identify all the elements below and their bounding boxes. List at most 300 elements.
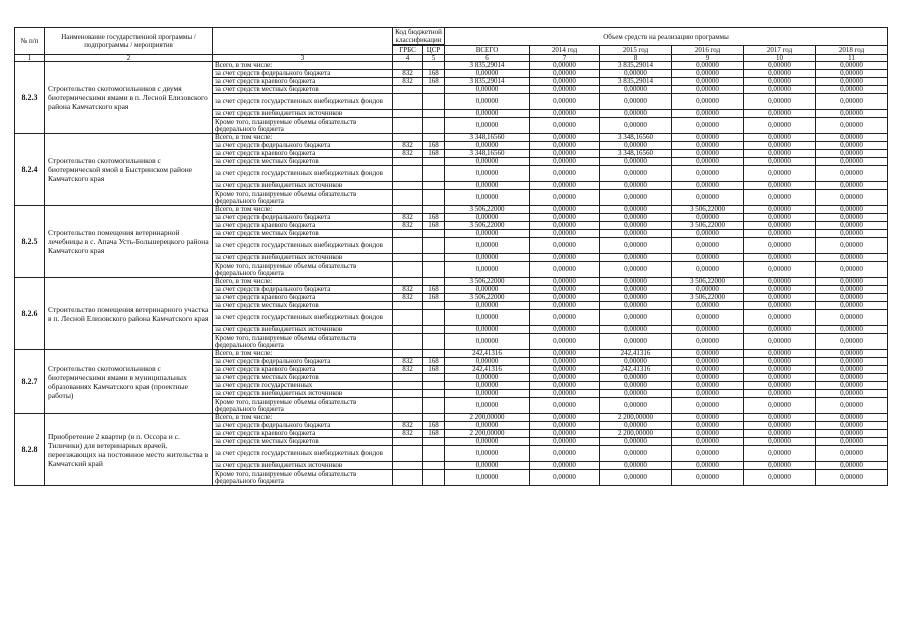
funding-source-label: за счет средств краевого бюджета (213, 222, 393, 230)
amount-2014: 0,00000 (530, 414, 600, 422)
csr-code (423, 310, 445, 326)
amount-2014: 0,00000 (530, 150, 600, 158)
grbs-code: 832 (393, 70, 423, 78)
amount-2018: 0,00000 (816, 110, 888, 118)
amount-2016: 0,00000 (672, 150, 744, 158)
amount-2018: 0,00000 (816, 230, 888, 238)
amount-2018: 0,00000 (816, 326, 888, 334)
header-col3 (213, 28, 393, 55)
amount-2017: 0,00000 (744, 94, 816, 110)
amount-2015: 0,00000 (600, 230, 672, 238)
grbs-code (393, 414, 423, 422)
amount-total: 0,00000 (445, 142, 530, 150)
amount-2017: 0,00000 (744, 222, 816, 230)
index-cell: 7 (530, 55, 600, 62)
funding-source-label: за счет средств краевого бюджета (213, 430, 393, 438)
amount-total: 0,00000 (445, 166, 530, 182)
amount-2018: 0,00000 (816, 374, 888, 382)
funding-source-label: за счет средств местных бюджетов (213, 302, 393, 310)
amount-2015: 0,00000 (600, 374, 672, 382)
amount-2014: 0,00000 (530, 374, 600, 382)
amount-total: 242,41316 (445, 366, 530, 374)
funding-source-label: за счет средств краевого бюджета (213, 78, 393, 86)
amount-2017: 0,00000 (744, 414, 816, 422)
grbs-code (393, 134, 423, 142)
header-total: ВСЕГО (445, 46, 530, 55)
amount-2014: 0,00000 (530, 382, 600, 390)
amount-total: 3 348,16560 (445, 150, 530, 158)
amount-total: 0,00000 (445, 438, 530, 446)
amount-2015: 0,00000 (600, 86, 672, 94)
column-index-row (15, 55, 888, 62)
amount-2015: 0,00000 (600, 206, 672, 214)
amount-2015: 0,00000 (600, 158, 672, 166)
amount-2017: 0,00000 (744, 470, 816, 486)
amount-2015: 0,00000 (600, 438, 672, 446)
csr-code: 168 (423, 358, 445, 366)
amount-2018: 0,00000 (816, 470, 888, 486)
amount-total: 3 506,22000 (445, 278, 530, 286)
budget-table-body (15, 62, 888, 486)
amount-2018: 0,00000 (816, 430, 888, 438)
header-code-group: Код бюджетной классификации (393, 28, 445, 45)
amount-2018: 0,00000 (816, 294, 888, 302)
amount-2017: 0,00000 (744, 142, 816, 150)
amount-2015: 0,00000 (600, 166, 672, 182)
amount-2016: 0,00000 (672, 446, 744, 462)
amount-2015: 0,00000 (600, 110, 672, 118)
header-2014: 2014 год (530, 46, 600, 55)
funding-source-label: за счет средств государственных внебюджетных фондов (213, 166, 393, 182)
amount-2017: 0,00000 (744, 334, 816, 350)
amount-2018: 0,00000 (816, 182, 888, 190)
csr-code (423, 470, 445, 486)
grbs-code (393, 278, 423, 286)
amount-total: 3 348,16560 (445, 134, 530, 142)
amount-2017: 0,00000 (744, 206, 816, 214)
grbs-code (393, 254, 423, 262)
section-number: 8.2.3 (15, 62, 45, 134)
amount-2017: 0,00000 (744, 326, 816, 334)
amount-total: 0,00000 (445, 382, 530, 390)
index-cell: 10 (744, 55, 816, 62)
funding-source-label: за счет средств внебюджетных источников (213, 462, 393, 470)
amount-2017: 0,00000 (744, 62, 816, 70)
grbs-code (393, 86, 423, 94)
amount-2018: 0,00000 (816, 278, 888, 286)
amount-total: 0,00000 (445, 118, 530, 134)
csr-code (423, 110, 445, 118)
amount-2016: 0,00000 (672, 262, 744, 278)
csr-code (423, 262, 445, 278)
csr-code (423, 230, 445, 238)
amount-2017: 0,00000 (744, 278, 816, 286)
funding-source-label: за счет средств федерального бюджета (213, 142, 393, 150)
amount-2016: 0,00000 (672, 366, 744, 374)
amount-2017: 0,00000 (744, 350, 816, 358)
csr-code (423, 254, 445, 262)
section-number: 8.2.7 (15, 350, 45, 414)
section-number: 8.2.8 (15, 414, 45, 486)
amount-2015: 0,00000 (600, 294, 672, 302)
amount-2018: 0,00000 (816, 422, 888, 430)
amount-2015: 2 200,00000 (600, 430, 672, 438)
amount-2016: 0,00000 (672, 430, 744, 438)
csr-code (423, 206, 445, 214)
amount-2018: 0,00000 (816, 366, 888, 374)
csr-code: 168 (423, 70, 445, 78)
csr-code: 168 (423, 142, 445, 150)
amount-2015: 0,00000 (600, 94, 672, 110)
amount-2017: 0,00000 (744, 422, 816, 430)
grbs-code (393, 310, 423, 326)
amount-2017: 0,00000 (744, 382, 816, 390)
csr-code (423, 278, 445, 286)
amount-2016: 0,00000 (672, 470, 744, 486)
amount-2015: 0,00000 (600, 190, 672, 206)
section-number: 8.2.4 (15, 134, 45, 206)
amount-2016: 0,00000 (672, 334, 744, 350)
amount-2016: 0,00000 (672, 382, 744, 390)
amount-2016: 0,00000 (672, 254, 744, 262)
amount-2016: 0,00000 (672, 326, 744, 334)
csr-code (423, 62, 445, 70)
amount-2017: 0,00000 (744, 438, 816, 446)
amount-2014: 0,00000 (530, 230, 600, 238)
amount-2014: 0,00000 (530, 302, 600, 310)
header-name: Наименование государственной программы / подпрограммы / мероприятия (45, 28, 213, 55)
index-cell: 1 (15, 55, 45, 62)
amount-2017: 0,00000 (744, 134, 816, 142)
section-name: Строительство скотомогильников с биотермическими ямами в муниципальных образованиях Камчатского края (проектные работы) (45, 350, 213, 414)
csr-code: 168 (423, 78, 445, 86)
amount-2018: 0,00000 (816, 254, 888, 262)
amount-total: 0,00000 (445, 422, 530, 430)
funding-source-label: за счет средств местных бюджетов (213, 438, 393, 446)
grbs-code (393, 446, 423, 462)
section-name: Строительство помещения ветеринарной лечебницы в с. Апача Усть-Большерецкого района Камчатского края (45, 206, 213, 278)
amount-2018: 0,00000 (816, 414, 888, 422)
amount-2015: 0,00000 (600, 398, 672, 414)
csr-code: 168 (423, 422, 445, 430)
amount-2016: 0,00000 (672, 190, 744, 206)
funding-source-label: за счет средств государственных внебюджетных фондов (213, 446, 393, 462)
amount-2015: 3 835,29014 (600, 62, 672, 70)
amount-2018: 0,00000 (816, 214, 888, 222)
funding-source-label: за счет средств федерального бюджета (213, 214, 393, 222)
amount-total: 0,00000 (445, 254, 530, 262)
grbs-code (393, 390, 423, 398)
grbs-code (393, 190, 423, 206)
csr-code (423, 398, 445, 414)
header-grbs: ГРБС (393, 46, 423, 55)
csr-code (423, 190, 445, 206)
header-2016: 2016 год (672, 46, 744, 55)
amount-total: 3 506,22000 (445, 206, 530, 214)
amount-2017: 0,00000 (744, 366, 816, 374)
csr-code (423, 350, 445, 358)
grbs-code (393, 462, 423, 470)
amount-2018: 0,00000 (816, 206, 888, 214)
amount-2016: 0,00000 (672, 358, 744, 366)
grbs-code (393, 438, 423, 446)
table-row (15, 278, 888, 286)
index-cell: 3 (213, 55, 393, 62)
amount-2016: 0,00000 (672, 118, 744, 134)
amount-2015: 0,00000 (600, 302, 672, 310)
funding-source-label: за счет средств внебюджетных источников (213, 110, 393, 118)
amount-total: 0,00000 (445, 238, 530, 254)
amount-total: 0,00000 (445, 390, 530, 398)
funding-source-label: за счет средств краевого бюджета (213, 294, 393, 302)
funding-source-label: Всего, в том числе: (213, 134, 393, 142)
amount-total: 0,00000 (445, 326, 530, 334)
amount-2014: 0,00000 (530, 238, 600, 254)
index-cell: 4 (393, 55, 423, 62)
amount-2017: 0,00000 (744, 190, 816, 206)
amount-total: 0,00000 (445, 94, 530, 110)
amount-2014: 0,00000 (530, 86, 600, 94)
amount-2014: 0,00000 (530, 462, 600, 470)
amount-2016: 3 506,22000 (672, 222, 744, 230)
csr-code (423, 438, 445, 446)
amount-2016: 0,00000 (672, 182, 744, 190)
amount-2018: 0,00000 (816, 310, 888, 326)
amount-total: 0,00000 (445, 158, 530, 166)
funding-source-label: Кроме того, планируемые объемы обязательств федерального бюджета (213, 262, 393, 278)
grbs-code (393, 470, 423, 486)
csr-code: 168 (423, 214, 445, 222)
amount-2018: 0,00000 (816, 302, 888, 310)
amount-2018: 0,00000 (816, 286, 888, 294)
funding-source-label: Всего, в том числе: (213, 62, 393, 70)
amount-2014: 0,00000 (530, 326, 600, 334)
amount-total: 2 200,00000 (445, 430, 530, 438)
amount-2018: 0,00000 (816, 350, 888, 358)
amount-2017: 0,00000 (744, 390, 816, 398)
amount-2016: 0,00000 (672, 374, 744, 382)
amount-total: 242,41316 (445, 350, 530, 358)
amount-total: 0,00000 (445, 182, 530, 190)
funding-source-label: Кроме того, планируемые объемы обязательств федерального бюджета (213, 470, 393, 486)
amount-total: 3 506,22000 (445, 294, 530, 302)
amount-2014: 0,00000 (530, 358, 600, 366)
budget-table (14, 27, 888, 486)
amount-2017: 0,00000 (744, 302, 816, 310)
csr-code (423, 94, 445, 110)
grbs-code: 832 (393, 214, 423, 222)
amount-2014: 0,00000 (530, 334, 600, 350)
amount-2016: 0,00000 (672, 310, 744, 326)
amount-2018: 0,00000 (816, 398, 888, 414)
amount-2017: 0,00000 (744, 118, 816, 134)
amount-2014: 0,00000 (530, 422, 600, 430)
funding-source-label: за счет средств федерального бюджета (213, 358, 393, 366)
funding-source-label: за счет средств внебюджетных источников (213, 390, 393, 398)
funding-source-label: за счет средств краевого бюджета (213, 366, 393, 374)
grbs-code (393, 158, 423, 166)
amount-2014: 0,00000 (530, 94, 600, 110)
amount-2015: 2 200,00000 (600, 414, 672, 422)
funding-source-label: за счет средств местных бюджетов (213, 86, 393, 94)
csr-code (423, 238, 445, 254)
funding-source-label: за счет средств краевого бюджета (213, 150, 393, 158)
header-2015: 2015 год (600, 46, 672, 55)
amount-2016: 0,00000 (672, 398, 744, 414)
amount-2017: 0,00000 (744, 286, 816, 294)
amount-2014: 0,00000 (530, 430, 600, 438)
grbs-code: 832 (393, 358, 423, 366)
amount-2015: 0,00000 (600, 254, 672, 262)
grbs-code (393, 230, 423, 238)
amount-2017: 0,00000 (744, 166, 816, 182)
amount-2016: 0,00000 (672, 462, 744, 470)
amount-total: 0,00000 (445, 470, 530, 486)
amount-2015: 0,00000 (600, 118, 672, 134)
csr-code (423, 86, 445, 94)
table-row (15, 350, 888, 358)
amount-2014: 0,00000 (530, 446, 600, 462)
csr-code (423, 414, 445, 422)
amount-2017: 0,00000 (744, 430, 816, 438)
amount-2014: 0,00000 (530, 118, 600, 134)
amount-2015: 0,00000 (600, 286, 672, 294)
csr-code (423, 302, 445, 310)
section-name: Строительство скотомогильников с двумя биотермическими ямами в п. Лесной Елизовского района Камчатского края (45, 62, 213, 134)
amount-2014: 0,00000 (530, 350, 600, 358)
amount-2014: 0,00000 (530, 398, 600, 414)
amount-2015: 0,00000 (600, 334, 672, 350)
amount-2016: 0,00000 (672, 86, 744, 94)
funding-source-label: Всего, в том числе: (213, 278, 393, 286)
amount-2018: 0,00000 (816, 190, 888, 206)
amount-2017: 0,00000 (744, 78, 816, 86)
amount-2015: 0,00000 (600, 422, 672, 430)
amount-2017: 0,00000 (744, 150, 816, 158)
amount-2014: 0,00000 (530, 206, 600, 214)
funding-source-label: за счет средств внебюджетных источников (213, 254, 393, 262)
funding-source-label: за счет средств местных бюджетов (213, 374, 393, 382)
table-row (15, 62, 888, 70)
amount-2015: 0,00000 (600, 70, 672, 78)
amount-2018: 0,00000 (816, 238, 888, 254)
grbs-code: 832 (393, 294, 423, 302)
grbs-code: 832 (393, 78, 423, 86)
header-2018: 2018 год (816, 46, 888, 55)
amount-2018: 0,00000 (816, 86, 888, 94)
amount-total: 3 506,22000 (445, 222, 530, 230)
funding-source-label: за счет средств внебюджетных источников (213, 182, 393, 190)
amount-total: 0,00000 (445, 190, 530, 206)
grbs-code (393, 302, 423, 310)
amount-2014: 0,00000 (530, 390, 600, 398)
amount-2016: 0,00000 (672, 422, 744, 430)
csr-code (423, 334, 445, 350)
amount-2015: 0,00000 (600, 390, 672, 398)
amount-2016: 0,00000 (672, 94, 744, 110)
funding-source-label: Кроме того, планируемые объемы обязательств федерального бюджета (213, 118, 393, 134)
grbs-code (393, 262, 423, 278)
amount-2018: 0,00000 (816, 462, 888, 470)
amount-2017: 0,00000 (744, 310, 816, 326)
csr-code (423, 390, 445, 398)
section-name: Строительство скотомогильников с биотермической ямой в Быстринском районе Камчатского края (45, 134, 213, 206)
csr-code (423, 134, 445, 142)
amount-total: 0,00000 (445, 262, 530, 278)
amount-2017: 0,00000 (744, 254, 816, 262)
grbs-code (393, 350, 423, 358)
csr-code (423, 326, 445, 334)
grbs-code (393, 398, 423, 414)
amount-2016: 0,00000 (672, 414, 744, 422)
amount-2016: 0,00000 (672, 62, 744, 70)
csr-code: 168 (423, 150, 445, 158)
amount-2015: 0,00000 (600, 222, 672, 230)
amount-2017: 0,00000 (744, 262, 816, 278)
amount-2015: 0,00000 (600, 470, 672, 486)
csr-code: 168 (423, 294, 445, 302)
amount-2018: 0,00000 (816, 438, 888, 446)
amount-2016: 3 506,22000 (672, 294, 744, 302)
amount-2018: 0,00000 (816, 134, 888, 142)
grbs-code (393, 166, 423, 182)
grbs-code (393, 382, 423, 390)
amount-2014: 0,00000 (530, 366, 600, 374)
section-name: Приобретение 2 квартир (в п. Оссора и с. Тиличики) для ветеринарных врачей, переезжающих на постоянное место жительства в Камчатский край (45, 414, 213, 486)
amount-2016: 0,00000 (672, 142, 744, 150)
table-row (15, 134, 888, 142)
amount-total: 0,00000 (445, 230, 530, 238)
funding-source-label: за счет средств федерального бюджета (213, 70, 393, 78)
amount-2017: 0,00000 (744, 294, 816, 302)
amount-2017: 0,00000 (744, 70, 816, 78)
funding-source-label: за счет средств федерального бюджета (213, 422, 393, 430)
amount-total: 3 835,29014 (445, 62, 530, 70)
amount-2018: 0,00000 (816, 70, 888, 78)
funding-source-label: Кроме того, планируемые объемы обязательств федерального бюджета (213, 334, 393, 350)
section-number: 8.2.5 (15, 206, 45, 278)
funding-source-label: за счет средств государственных внебюджетных фондов (213, 310, 393, 326)
grbs-code (393, 62, 423, 70)
funding-source-label: Кроме того, планируемые объемы обязательств федерального бюджета (213, 190, 393, 206)
amount-2014: 0,00000 (530, 78, 600, 86)
amount-2018: 0,00000 (816, 334, 888, 350)
amount-2018: 0,00000 (816, 222, 888, 230)
csr-code (423, 158, 445, 166)
amount-2016: 0,00000 (672, 238, 744, 254)
amount-2014: 0,00000 (530, 62, 600, 70)
index-cell: 2 (45, 55, 213, 62)
amount-2018: 0,00000 (816, 94, 888, 110)
amount-2016: 0,00000 (672, 78, 744, 86)
index-cell: 8 (600, 55, 672, 62)
section-number: 8.2.6 (15, 278, 45, 350)
amount-2014: 0,00000 (530, 438, 600, 446)
amount-2018: 0,00000 (816, 382, 888, 390)
grbs-code (393, 94, 423, 110)
amount-total: 0,00000 (445, 446, 530, 462)
amount-2017: 0,00000 (744, 462, 816, 470)
header-num: № п/п (15, 28, 45, 55)
amount-2014: 0,00000 (530, 142, 600, 150)
index-cell: 6 (445, 55, 530, 62)
amount-2015: 0,00000 (600, 278, 672, 286)
amount-2014: 0,00000 (530, 110, 600, 118)
amount-total: 0,00000 (445, 286, 530, 294)
amount-2017: 0,00000 (744, 230, 816, 238)
amount-2016: 3 506,22000 (672, 278, 744, 286)
funding-source-label: Всего, в том числе: (213, 350, 393, 358)
